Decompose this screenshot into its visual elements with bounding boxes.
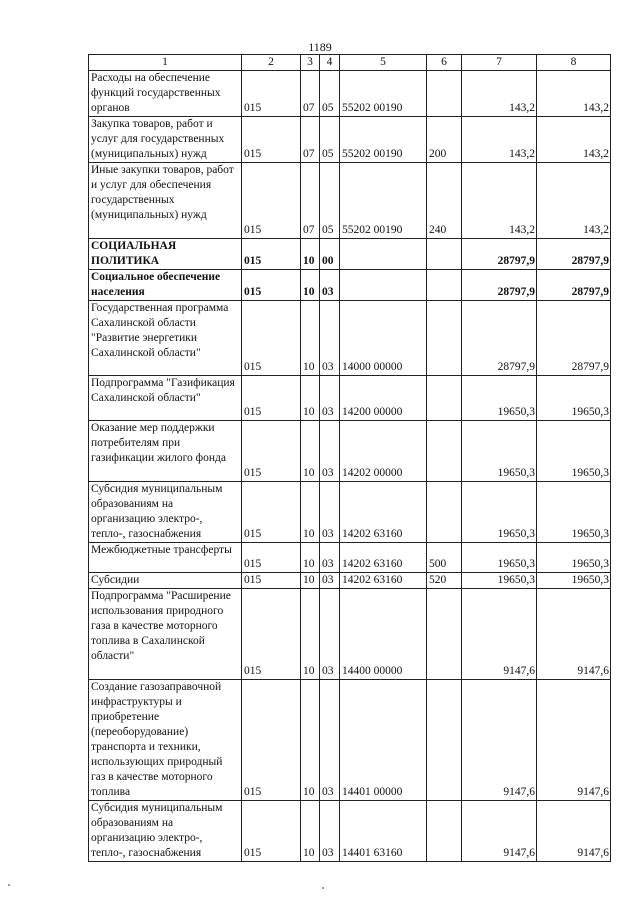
row-sum-col8-cell: 9147,6 (537, 801, 611, 862)
row-target-article-cell (340, 239, 427, 270)
row-ved-cell: 015 (242, 270, 301, 301)
page-number: 1189 (308, 40, 332, 54)
row-ved-cell: 015 (242, 801, 301, 862)
row-name-cell: Иные закупки товаров, работ и услуг для обеспечения государственных (муниципальных) нужд (89, 163, 242, 239)
column-header: 5 (340, 55, 427, 71)
row-name-cell: Субсидии (89, 573, 242, 589)
row-ved-cell: 015 (242, 589, 301, 680)
row-subsection-cell: 03 (320, 801, 340, 862)
table-row (89, 543, 611, 573)
column-header: 1 (89, 55, 242, 71)
row-target-article-cell: 14200 00000 (340, 376, 427, 421)
table-row (89, 117, 611, 163)
row-target-article-cell: 55202 00190 (340, 163, 427, 239)
column-header: 4 (320, 55, 340, 71)
row-sum-col7-cell: 19650,3 (462, 376, 537, 421)
scan-speck (322, 887, 324, 889)
row-sum-col8-cell: 28797,9 (537, 270, 611, 301)
scan-speck (8, 884, 10, 886)
row-section-cell: 07 (301, 117, 320, 163)
row-name-cell: Подпрограмма "Расширение использования природного газа в качестве моторного топлива в Сахалинской области" (89, 589, 242, 680)
budget-table (88, 54, 611, 862)
row-subsection-cell: 03 (320, 376, 340, 421)
row-subsection-cell: 03 (320, 573, 340, 589)
row-name-cell: Создание газозаправочной инфраструктуры и приобретение (переоборудование) транспорта и техники, использующих природный газ в качестве моторного топлива (89, 680, 242, 801)
row-sum-col8-cell: 9147,6 (537, 680, 611, 801)
row-target-article-cell: 55202 00190 (340, 117, 427, 163)
table-header-row (89, 55, 611, 71)
row-target-article-cell: 14202 63160 (340, 573, 427, 589)
row-expense-type-cell (427, 680, 462, 801)
column-header: 8 (537, 55, 611, 71)
row-ved-cell: 015 (242, 71, 301, 117)
row-subsection-cell: 05 (320, 117, 340, 163)
row-target-article-cell: 14202 63160 (340, 543, 427, 573)
row-expense-type-cell (427, 239, 462, 270)
row-ved-cell: 015 (242, 543, 301, 573)
row-sum-col7-cell: 28797,9 (462, 301, 537, 376)
row-name-cell: Государственная программа Сахалинской области "Развитие энергетики Сахалинской области" (89, 301, 242, 376)
row-expense-type-cell (427, 270, 462, 301)
row-section-cell: 10 (301, 270, 320, 301)
row-sum-col7-cell: 143,2 (462, 163, 537, 239)
row-subsection-cell: 05 (320, 71, 340, 117)
row-name-cell: Субсидия муниципальным образованиям на организацию электро-, тепло-, газоснабжения (89, 801, 242, 862)
row-target-article-cell: 14000 00000 (340, 301, 427, 376)
row-ved-cell: 015 (242, 376, 301, 421)
row-sum-col7-cell: 28797,9 (462, 270, 537, 301)
row-expense-type-cell (427, 482, 462, 543)
row-expense-type-cell: 240 (427, 163, 462, 239)
row-expense-type-cell (427, 301, 462, 376)
row-sum-col7-cell: 19650,3 (462, 543, 537, 573)
row-target-article-cell: 14202 63160 (340, 482, 427, 543)
row-expense-type-cell: 500 (427, 543, 462, 573)
row-target-article-cell: 14401 00000 (340, 680, 427, 801)
table-row (89, 301, 611, 376)
row-ved-cell: 015 (242, 421, 301, 482)
row-expense-type-cell (427, 589, 462, 680)
row-sum-col7-cell: 19650,3 (462, 421, 537, 482)
row-ved-cell: 015 (242, 163, 301, 239)
row-target-article-cell: 14202 00000 (340, 421, 427, 482)
table-row (89, 421, 611, 482)
row-section-cell: 10 (301, 239, 320, 270)
row-ved-cell: 015 (242, 680, 301, 801)
row-subsection-cell: 03 (320, 543, 340, 573)
row-expense-type-cell: 520 (427, 573, 462, 589)
row-subsection-cell: 03 (320, 680, 340, 801)
row-section-cell: 07 (301, 71, 320, 117)
row-section-cell: 10 (301, 376, 320, 421)
row-sum-col7-cell: 28797,9 (462, 239, 537, 270)
row-sum-col8-cell: 28797,9 (537, 301, 611, 376)
row-expense-type-cell (427, 376, 462, 421)
row-subsection-cell: 00 (320, 239, 340, 270)
row-sum-col8-cell: 9147,6 (537, 589, 611, 680)
row-section-cell: 07 (301, 163, 320, 239)
row-sum-col8-cell: 19650,3 (537, 573, 611, 589)
table-row (89, 239, 611, 270)
row-subsection-cell: 03 (320, 270, 340, 301)
row-name-cell: Закупка товаров, работ и услуг для государственных (муниципальных) нужд (89, 117, 242, 163)
row-ved-cell: 015 (242, 573, 301, 589)
row-sum-col8-cell: 19650,3 (537, 421, 611, 482)
row-sum-col7-cell: 143,2 (462, 71, 537, 117)
row-expense-type-cell: 200 (427, 117, 462, 163)
row-section-cell: 10 (301, 482, 320, 543)
row-target-article-cell: 14400 00000 (340, 589, 427, 680)
row-sum-col7-cell: 9147,6 (462, 680, 537, 801)
table-row (89, 376, 611, 421)
column-header: 2 (242, 55, 301, 71)
row-sum-col7-cell: 143,2 (462, 117, 537, 163)
row-name-cell: Субсидия муниципальным образованиям на организацию электро-, тепло-, газоснабжения (89, 482, 242, 543)
row-subsection-cell: 03 (320, 421, 340, 482)
row-sum-col8-cell: 19650,3 (537, 376, 611, 421)
row-expense-type-cell (427, 71, 462, 117)
table-row (89, 163, 611, 239)
row-section-cell: 10 (301, 301, 320, 376)
row-subsection-cell: 05 (320, 163, 340, 239)
row-expense-type-cell (427, 801, 462, 862)
table-row (89, 680, 611, 801)
row-name-cell: Расходы на обеспечение функций государственных органов (89, 71, 242, 117)
row-section-cell: 10 (301, 801, 320, 862)
row-subsection-cell: 03 (320, 482, 340, 543)
column-header: 7 (462, 55, 537, 71)
row-subsection-cell: 03 (320, 301, 340, 376)
column-header: 6 (427, 55, 462, 71)
table-row (89, 589, 611, 680)
row-name-cell: СОЦИАЛЬНАЯ ПОЛИТИКА (89, 239, 242, 270)
row-sum-col7-cell: 19650,3 (462, 573, 537, 589)
row-section-cell: 10 (301, 421, 320, 482)
row-sum-col7-cell: 9147,6 (462, 801, 537, 862)
row-target-article-cell (340, 270, 427, 301)
row-name-cell: Оказание мер поддержки потребителям при газификации жилого фонда (89, 421, 242, 482)
row-sum-col8-cell: 143,2 (537, 117, 611, 163)
row-name-cell: Социальное обеспечение населения (89, 270, 242, 301)
row-target-article-cell: 55202 00190 (340, 71, 427, 117)
row-sum-col8-cell: 143,2 (537, 71, 611, 117)
table-row (89, 801, 611, 862)
row-subsection-cell: 03 (320, 589, 340, 680)
row-ved-cell: 015 (242, 239, 301, 270)
table-row (89, 482, 611, 543)
row-sum-col8-cell: 28797,9 (537, 239, 611, 270)
row-name-cell: Межбюджетные трансферты (89, 543, 242, 573)
table-row (89, 270, 611, 301)
row-sum-col8-cell: 19650,3 (537, 543, 611, 573)
table-row (89, 71, 611, 117)
row-section-cell: 10 (301, 680, 320, 801)
row-ved-cell: 015 (242, 117, 301, 163)
row-section-cell: 10 (301, 543, 320, 573)
row-sum-col8-cell: 143,2 (537, 163, 611, 239)
row-ved-cell: 015 (242, 301, 301, 376)
row-section-cell: 10 (301, 589, 320, 680)
row-target-article-cell: 14401 63160 (340, 801, 427, 862)
row-sum-col7-cell: 9147,6 (462, 589, 537, 680)
row-name-cell: Подпрограмма "Газификация Сахалинской области" (89, 376, 242, 421)
row-ved-cell: 015 (242, 482, 301, 543)
column-header: 3 (301, 55, 320, 71)
row-section-cell: 10 (301, 573, 320, 589)
table-row (89, 573, 611, 589)
row-expense-type-cell (427, 421, 462, 482)
row-sum-col8-cell: 19650,3 (537, 482, 611, 543)
row-sum-col7-cell: 19650,3 (462, 482, 537, 543)
